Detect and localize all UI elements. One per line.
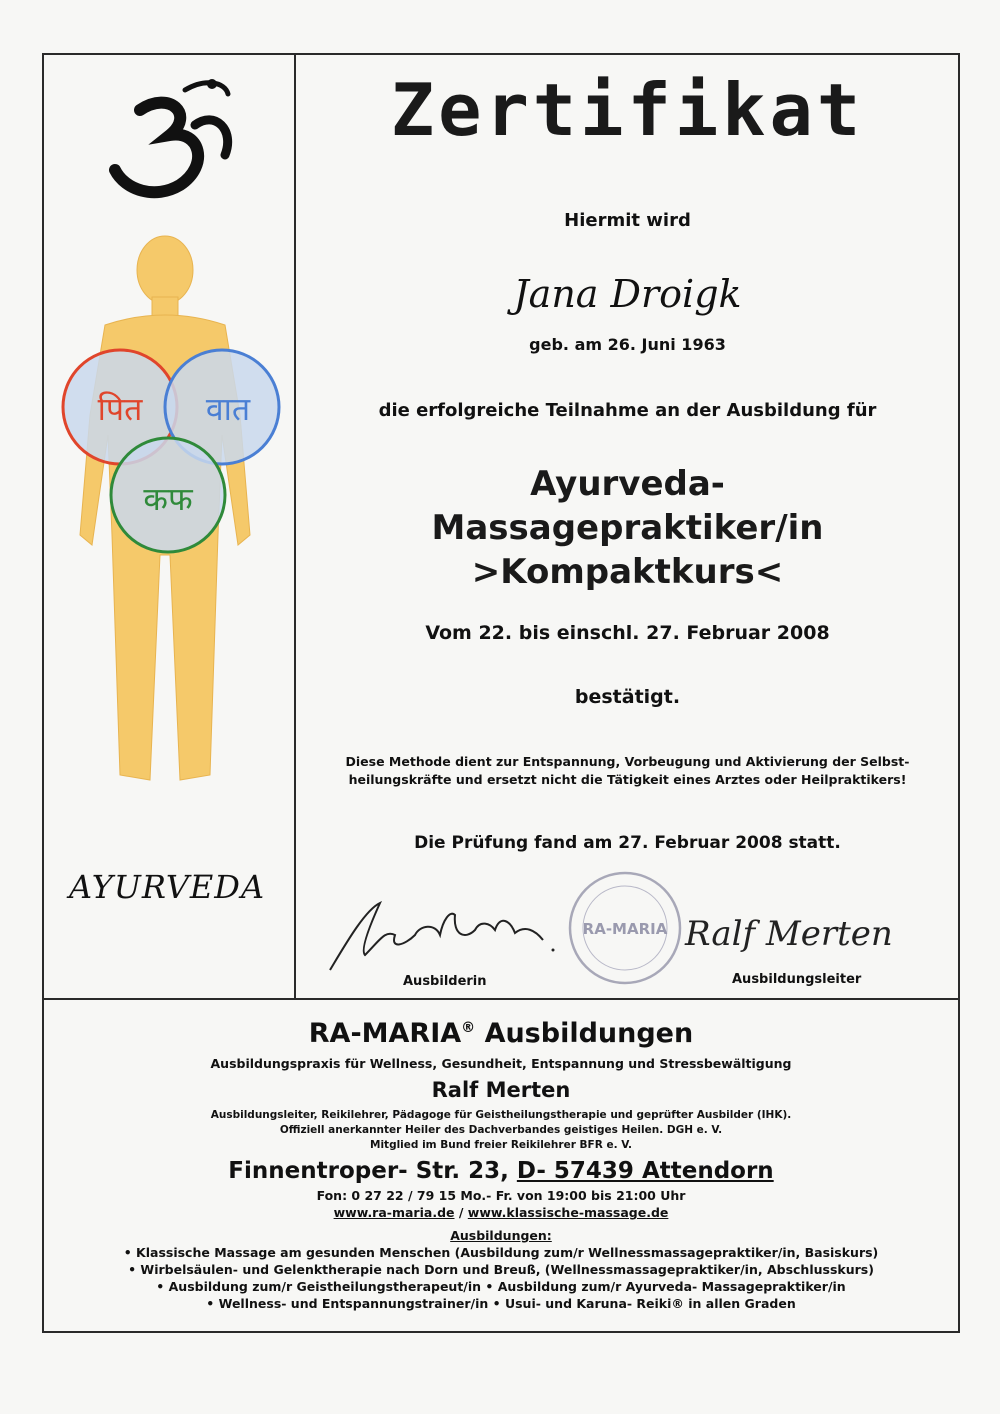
role-line: Ausbildungsleiter, Reikilehrer, Pädagoge für Geistheilungstherapie und geprüfter Ausbilder (IHK). bbox=[210, 1109, 792, 1121]
course-title bbox=[300, 462, 955, 594]
footer-phone: Fon: 0 27 22 / 79 15 Mo.- Fr. von 19:00 bis 21:00 Uhr bbox=[316, 1188, 686, 1203]
footer-brand bbox=[44, 1018, 958, 1049]
courses-heading: Ausbildungen: bbox=[450, 1228, 552, 1243]
footer-web bbox=[44, 1205, 958, 1220]
exam-date: Die Prüfung fand am 27. Februar 2008 statt. bbox=[414, 833, 841, 853]
web-separator: / bbox=[458, 1205, 464, 1220]
dosha-kapha-label: कफ bbox=[143, 480, 193, 518]
intro-text: Hiermit wird bbox=[564, 210, 691, 231]
role-line: Offiziell anerkannter Heiler des Dachverbandes geistiges Heilen. DGH e. V. bbox=[279, 1124, 723, 1136]
course-title-line1: Ayurveda- bbox=[530, 464, 725, 504]
course-item: • Wirbelsäulen- und Gelenktherapie nach Dorn und Breuß, (Wellnessmassagepraktiker/in, Abschlusskurs) bbox=[128, 1262, 874, 1277]
footer-person: Ralf Merten bbox=[431, 1078, 571, 1102]
registered-mark: ® bbox=[461, 1020, 476, 1036]
om-symbol-icon bbox=[100, 70, 250, 230]
disclaimer-line1: Diese Methode dient zur Entspannung, Vorbeugung und Aktivierung der Selbst- bbox=[345, 754, 910, 769]
disclaimer-line2: heilungskräfte und ersetzt nicht die Tätigkeit eines Arztes oder Heilpraktikers! bbox=[348, 772, 907, 787]
participation-text: die erfolgreiche Teilnahme an der Ausbildung für bbox=[378, 400, 877, 421]
address-street: Finnentroper- Str. 23, bbox=[228, 1158, 509, 1184]
role-line: Mitglied im Bund freier Reikilehrer BFR e. V. bbox=[370, 1139, 632, 1151]
dosha-pitta-label: पित bbox=[97, 390, 143, 428]
signature-right bbox=[680, 905, 920, 965]
course-title-line3: >Kompaktkurs< bbox=[471, 552, 784, 592]
signature-right-label: Ausbildungsleiter bbox=[732, 972, 862, 987]
course-dates: Vom 22. bis einschl. 27. Februar 2008 bbox=[425, 622, 830, 644]
footer-divider bbox=[42, 998, 960, 1000]
dosha-vata-label: वात bbox=[205, 390, 251, 428]
recipient-name: Jana Droigk bbox=[513, 272, 742, 316]
address-city: D- 57439 Attendorn bbox=[516, 1158, 774, 1184]
certificate-title: Zertifikat bbox=[390, 68, 865, 152]
signature-left-label: Ausbilderin bbox=[403, 974, 487, 989]
course-item: • Klassische Massage am gesunden Menschen (Ausbildung zum/r Wellnessmassagepraktiker/in, Basiskurs) bbox=[123, 1245, 879, 1260]
stamp bbox=[565, 868, 685, 988]
signature-left bbox=[325, 895, 565, 975]
brand-rest: Ausbildungen bbox=[484, 1018, 694, 1049]
stamp-text: RA-MARIA bbox=[582, 920, 668, 938]
dosha-circles bbox=[58, 345, 288, 565]
course-item: • Ausbildung zum/r Geistheilungstherapeut/in • Ausbildung zum/r Ayurveda- Massagepraktiker/in bbox=[156, 1279, 846, 1294]
signature-right-name: Ralf Merten bbox=[685, 914, 893, 954]
disclaimer bbox=[300, 753, 955, 789]
brand-name: RA-MARIA bbox=[308, 1018, 462, 1049]
footer-subtitle: Ausbildungspraxis für Wellness, Gesundheit, Entspannung und Stressbewältigung bbox=[210, 1056, 792, 1071]
courses-list bbox=[44, 1244, 958, 1312]
confirmed-text: bestätigt. bbox=[574, 686, 681, 708]
birth-date: geb. am 26. Juni 1963 bbox=[529, 335, 726, 354]
website-link-1[interactable]: www.ra-maria.de bbox=[333, 1205, 455, 1220]
footer-roles bbox=[44, 1108, 958, 1153]
website-link-2[interactable]: www.klassische-massage.de bbox=[467, 1205, 669, 1220]
course-title-line2: Massagepraktiker/in bbox=[431, 508, 824, 548]
ayurveda-label: AYURVEDA bbox=[68, 868, 266, 906]
course-item: • Wellness- und Entspannungstrainer/in • Usui- und Karuna- Reiki® in allen Graden bbox=[206, 1296, 796, 1311]
footer-address bbox=[44, 1158, 958, 1184]
